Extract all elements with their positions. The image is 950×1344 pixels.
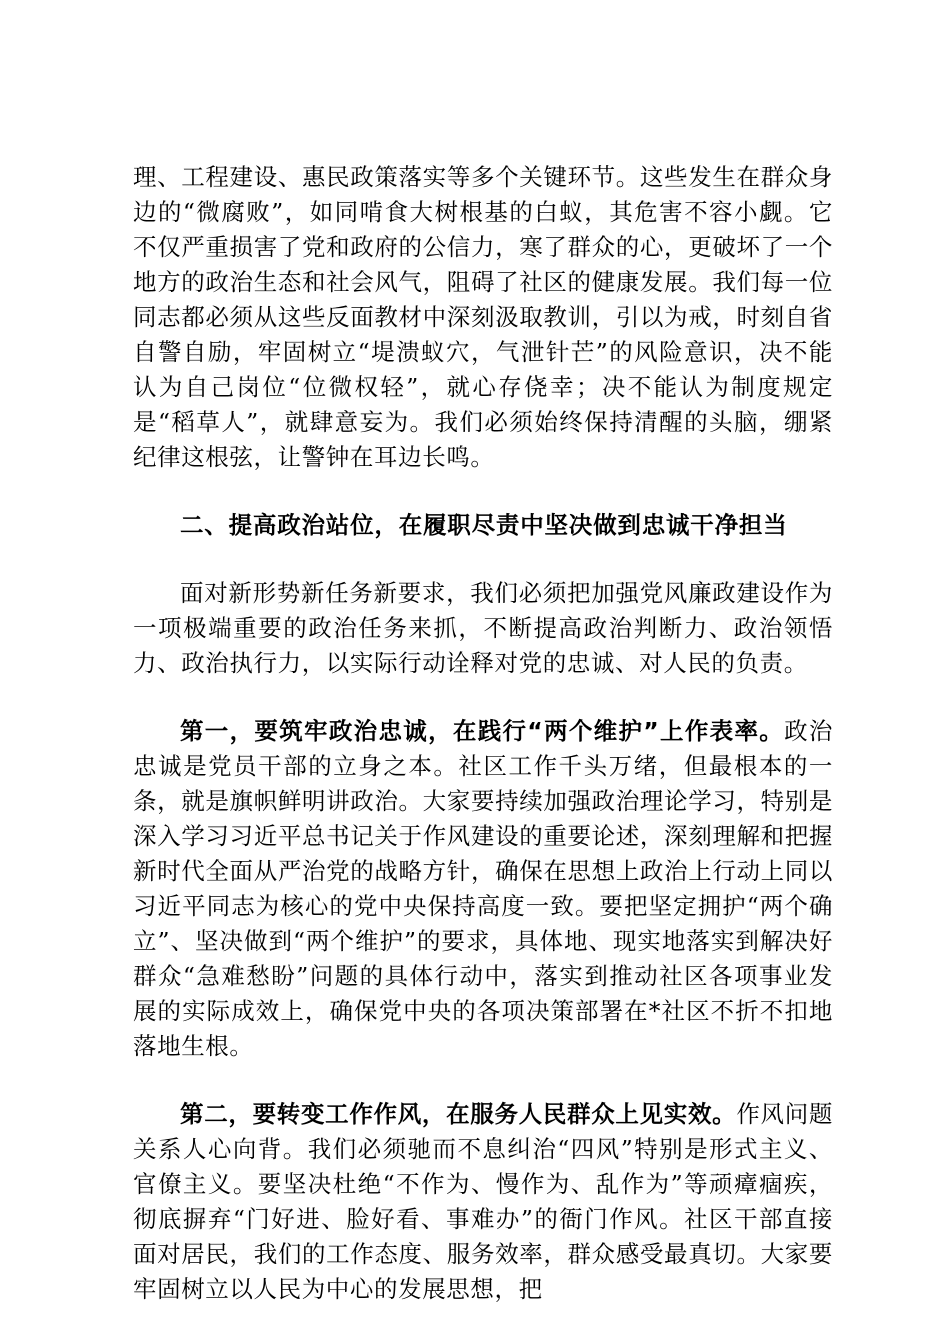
point-second-lead: 第二，要转变工作作风，在服务人民群众上见实效。: [180, 1100, 737, 1128]
point-second-body: 作风问题关系人心向背。我们必须驰而不息纠治“四风”特别是形式主义、官僚主义。要坚决杜绝“不作为、慢作为、乱作为”等顽瘴痼疾，彻底摒弃“门好进、脸好看、事难办”的衙门作风。社区干部直接面对居民，我们的工作态度、服务效率，群众感受最真切。大家要牢固树立以人民为中心的发展思想，把: [133, 1100, 833, 1303]
paragraph-continued: 理、工程建设、惠民政策落实等多个关键环节。这些发生在群众身边的“微腐败”，如同啃食大树根基的白蚁，其危害不容小觑。它不仅严重损害了党和政府的公信力，寒了群众的心，更破坏了一个地方的政治生态和社会风气，阻碍了社区的健康发展。我们每一位同志都必须从这些反面教材中深刻汲取教训，引以为戒，时刻自省自警自励，牢固树立“堤溃蚁穴，气泄针芒”的风险意识，决不能认为自己岗位“位微权轻”，就心存侥幸；决不能认为制度规定是“稻草人”，就肆意妄为。我们必须始终保持清醒的头脑，绷紧纪律这根弦，让警钟在耳边长鸣。: [133, 163, 833, 471]
point-second: [133, 1097, 833, 1307]
point-first-lead: 第一，要筑牢政治忠诚，在践行“两个维护”上作表率。: [180, 717, 785, 745]
point-first: [133, 714, 833, 1064]
section-heading: 二、提高政治站位，在履职尽责中坚决做到忠诚干净担当: [180, 511, 788, 539]
point-first-body: 政治忠诚是党员干部的立身之本。社区工作千头万绪，但最根本的一条，就是旗帜鲜明讲政治。大家要持续加强政治理论学习，特别是深入学习习近平总书记关于作风建设的重要论述，深刻理解和把握新时代全面从严治党的战略方针，确保在思想上政治上行动上同以习近平同志为核心的党中央保持高度一致。要把坚定拥护“两个确立”、坚决做到“两个维护”的要求，具体地、现实地落实到解决好群众“急难愁盼”问题的具体行动中，落实到推动社区各项事业发展的实际成效上，确保党中央的各项决策部署在*社区不折不扣地落地生根。: [133, 717, 834, 1060]
paragraph-intro: 面对新形势新任务新要求，我们必须把加强党风廉政建设作为一项极端重要的政治任务来抓，不断提高政治判断力、政治领悟力、政治执行力，以实际行动诠释对党的忠诚、对人民的负责。: [133, 579, 833, 677]
document-body: [133, 160, 833, 1307]
